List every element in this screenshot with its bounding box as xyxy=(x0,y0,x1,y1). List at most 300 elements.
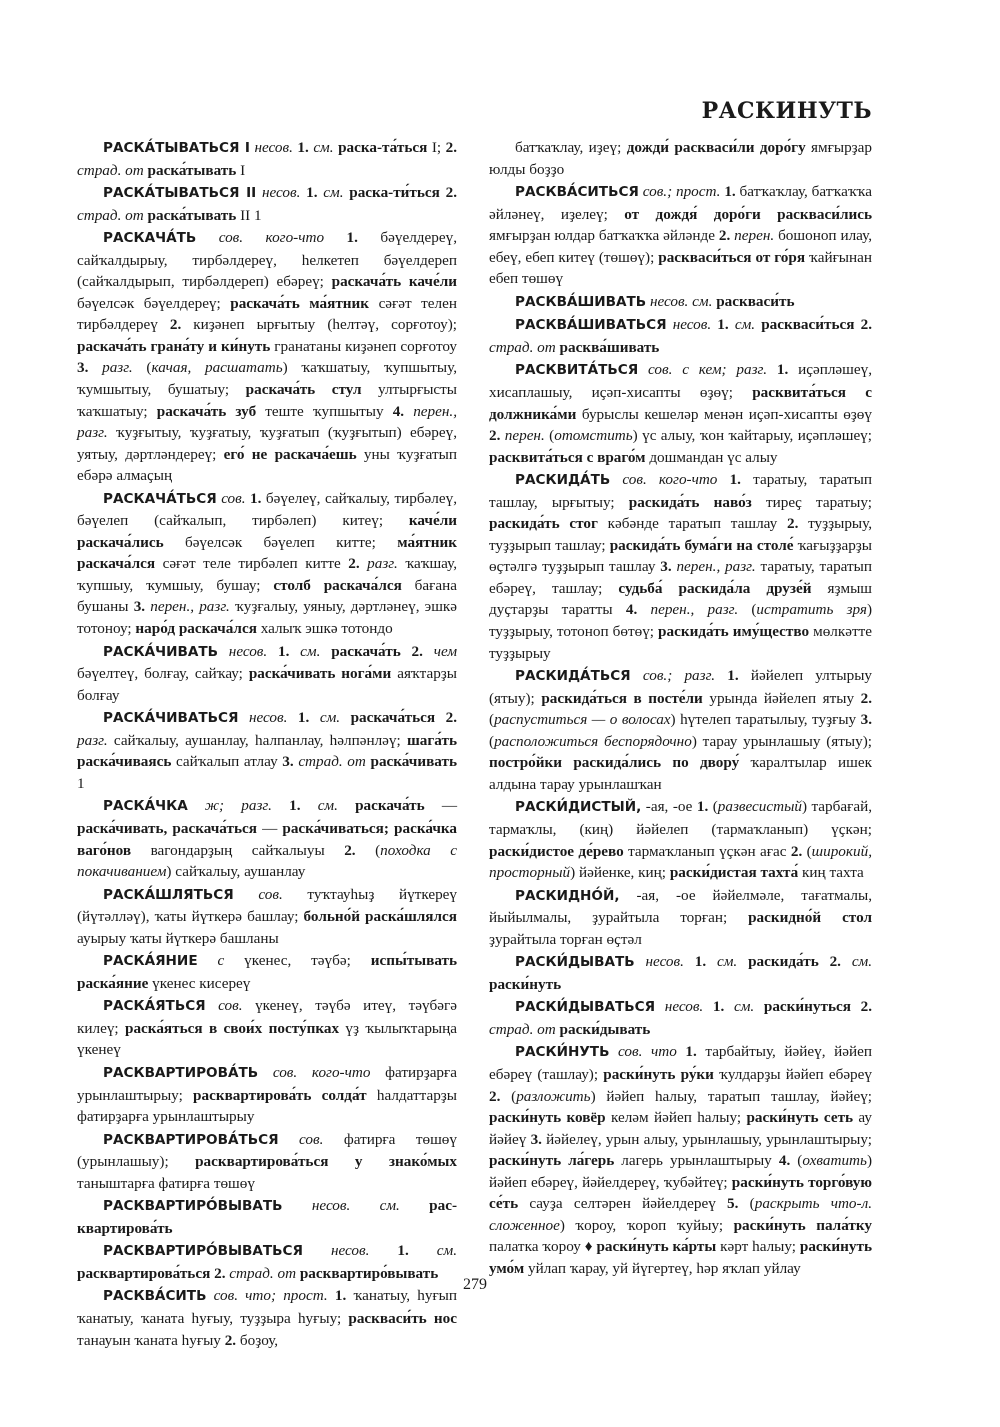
entry-text: раскрыть что-л. сложенное xyxy=(489,1195,873,1234)
entry-headword: РАСКА́ЧИВАТЬ xyxy=(103,643,218,660)
entry-text: несов. xyxy=(254,139,293,156)
entry-text: см. xyxy=(317,797,338,815)
entry-text: 2. xyxy=(489,427,501,445)
dictionary-entry xyxy=(489,885,872,951)
entry-text: сайҡалып атлау xyxy=(171,753,283,771)
entry-text: раскача́ть грана́ту и ки́нуть xyxy=(77,337,271,355)
entry-text: ( xyxy=(355,841,381,859)
entry-text: шага́ть раска́чиваясь xyxy=(77,731,457,771)
entry-text: 4. xyxy=(625,601,638,619)
entry-text: 2. xyxy=(348,555,360,573)
entry-text: раски́нуться xyxy=(763,998,851,1016)
entry-text: кәрт һалыу; xyxy=(716,1238,800,1256)
entry-text: раскваси́ться xyxy=(761,316,855,334)
entry-text: уйлап ҡарау, уй йүгертеү, һәр яҡлап уйлау xyxy=(524,1259,801,1277)
entry-text: раска́чивать нога́ми xyxy=(248,665,392,683)
entry-text: раскача́ть xyxy=(331,642,401,660)
entry-text: 1. xyxy=(717,471,741,489)
entry-text: һалдаттарҙы фатирҙарға урынлаштырыу xyxy=(77,1086,457,1126)
entry-text xyxy=(196,229,218,246)
entry-headword: РАСКА́ЧКА xyxy=(103,798,188,815)
entry-text: ауырыу ҡаты йүткерә башланы xyxy=(77,929,279,947)
entry-text xyxy=(851,998,861,1015)
dictionary-entry xyxy=(77,1129,457,1195)
entry-text: раскача́ть каче́ли xyxy=(331,273,457,291)
entry-text: сов. что; прост. xyxy=(213,1287,328,1305)
dictionary-entry xyxy=(77,950,457,994)
entry-text: батҡаҡлау, иҙеү; xyxy=(515,139,627,156)
entry-text: лагерь урынлаштырыу xyxy=(614,1152,779,1170)
entry-text: отомстить xyxy=(554,427,633,445)
entry-text: страд. от xyxy=(489,338,556,356)
entry-text: йәйелеү, урын алыу, урынлашыу, урынлаштырыу; xyxy=(541,1130,872,1148)
entry-text: 2. xyxy=(445,139,458,156)
entry-text: урында йәйелеп ятыу xyxy=(702,689,861,707)
entry-text: несов. xyxy=(261,184,301,202)
entry-text: үкенес, тәүбә; xyxy=(224,952,371,970)
entry-text: сауҙа селтәрен йәйелдереү xyxy=(518,1195,728,1213)
entry-text: ямғырҙар юлды боҙҙо xyxy=(489,139,872,178)
entry-headword: РАСКВАРТИРОВА́ТЬ xyxy=(103,1064,259,1081)
entry-text: рас-квартирова́ть xyxy=(77,1197,458,1237)
entry-text: 1. xyxy=(327,1287,347,1305)
entry-text: ( xyxy=(132,359,152,377)
entry-text: раскача́ть xyxy=(355,797,425,815)
entry-text: больно́й раска́шлялся xyxy=(303,908,457,926)
entry-text: — xyxy=(256,819,283,837)
entry-text: раски́нуть умо́м xyxy=(489,1238,872,1277)
entry-text: наро́д раскача́лся xyxy=(135,620,257,638)
entry-text: 1. xyxy=(715,667,739,685)
entry-text: 5. xyxy=(727,1195,739,1213)
entry-text: раски́дистая тахта́ xyxy=(669,864,799,882)
entry-text: раска́чивать xyxy=(370,753,457,771)
entry-text: от дождя́ доро́ги раскваси́лись xyxy=(624,205,872,223)
entry-text: см. xyxy=(319,709,341,727)
entry-text: ) йәйеп һалыу, таратып ташлау, йәйеү; xyxy=(590,1087,873,1105)
entry-text: ) йәйеп ебәреү, йәйелдереү, ҡубәйтеү; xyxy=(489,1152,872,1191)
entry-text: раска́чивать, раскача́ться xyxy=(77,819,257,837)
entry-text: ултырғысты ҡаҡшатыу; xyxy=(77,381,457,420)
entry-text: разг. xyxy=(77,731,108,749)
entry-text: үкенеү, тәүбә итеү, тәүбәгә килеү; xyxy=(77,997,457,1037)
entry-text: ) ҡороу, ҡороп ҡуйыу; xyxy=(559,1216,734,1234)
entry-text: 1. xyxy=(720,183,736,201)
entry-text: ҡаҡшау, ҡупшыу, ҡумшыу, бушау; xyxy=(77,555,458,594)
entry-text: его́ не раскача́ешь xyxy=(223,445,357,463)
entry-text: расквита́ться с враго́м xyxy=(489,448,646,466)
entry-text: см. xyxy=(851,953,873,971)
right-column xyxy=(489,137,872,1280)
entry-text: кәбәнде таратып ташлау xyxy=(597,515,787,533)
entry-text: расквартиро́вывать xyxy=(299,1264,439,1282)
entry-text: истратить зря xyxy=(756,601,867,619)
entry-text: ямғырҙан юлдар батҡаҡҡа әйләнде xyxy=(489,227,719,245)
entry-text: ( xyxy=(802,842,812,860)
entry-text: ) йәйенке, киң; xyxy=(570,864,670,882)
dictionary-entry xyxy=(77,1062,457,1128)
entry-text: сов. xyxy=(299,1130,324,1148)
entry-text xyxy=(283,1197,312,1214)
entry-text: ( xyxy=(738,1195,755,1213)
entry-text: киң тахта xyxy=(798,864,864,882)
entry-text: I; xyxy=(427,139,446,156)
entry-text xyxy=(206,997,219,1014)
dictionary-entry xyxy=(489,314,872,358)
entry-text xyxy=(400,1197,429,1214)
entry-text: раскида́ть стог xyxy=(489,515,598,533)
entry-text: судьба́ раскида́ла друзе́й xyxy=(618,579,812,597)
entry-text: чем xyxy=(433,642,458,660)
entry-text: 2. xyxy=(829,953,841,971)
entry-text: сов. xyxy=(258,885,283,903)
entry-text: 1. xyxy=(267,642,301,660)
dictionary-entry xyxy=(77,137,457,181)
dictionary-entry xyxy=(77,1285,457,1351)
entry-text xyxy=(637,601,650,618)
entry-text xyxy=(340,709,351,726)
entry-text: широкий, просторный xyxy=(489,842,872,882)
entry-text xyxy=(258,1064,273,1081)
entry-headword: РАСКА́ЯНИЕ xyxy=(103,953,198,970)
entry-text xyxy=(655,998,665,1015)
entry-text xyxy=(435,709,446,726)
entry-text: ) һүтелеп таратылыу, туҙғыу xyxy=(670,711,861,729)
entry-text xyxy=(238,709,249,726)
entry-text: ҡағыҙҙарҙы өҫтәлгә туҙҙырып ташлау xyxy=(489,536,873,576)
entry-text xyxy=(609,1043,618,1060)
entry-text: ҡуҙғытыу, ҡуҙғатыу, ҡуҙғатып (ҡуҙғытып) ебәреү, уятыу, дәртләндереү; xyxy=(77,424,457,463)
entry-text: раскида́ть наво́з xyxy=(628,493,752,511)
entry-text: тиреҫ таратыу; xyxy=(751,493,872,511)
entry-text: раскида́ться в посте́ли xyxy=(541,689,703,707)
entry-text: см. xyxy=(300,642,321,660)
entry-text: 1. xyxy=(271,797,318,815)
entry-text: 1. xyxy=(292,139,314,156)
entry-text: столб раскача́лся xyxy=(273,576,402,594)
entry-text: 3. xyxy=(860,711,872,729)
entry-text xyxy=(279,1131,299,1148)
entry-text: ҡаралтылар ишек алдына тарау урынлашҡан xyxy=(489,754,872,793)
entry-text: раски́нуть ла́герь xyxy=(489,1152,615,1170)
entry-text: иҫәпләшеү, хисаплашыу, иҫәп-хисапты өҙөү; xyxy=(489,361,872,402)
entry-text xyxy=(188,797,205,814)
entry-text: 1. xyxy=(245,489,262,507)
entry-text: раска́чиваться; раска́чка ваго́нов xyxy=(77,819,458,859)
entry-headword: РАСКВА́СИТЬ xyxy=(103,1288,207,1305)
entry-text: несов. xyxy=(672,316,712,334)
entry-text: 1. xyxy=(703,998,734,1016)
entry-text: несов. xyxy=(228,642,268,660)
entry-text: сов.; прост. xyxy=(642,183,721,201)
dictionary-entry xyxy=(77,707,457,794)
entry-text: испы́тывать раска́яние xyxy=(77,952,458,992)
entry-text: II 1 xyxy=(236,206,262,224)
entry-text: келәм йәйеп һалыу; xyxy=(605,1109,747,1127)
entry-text: раски́нуть xyxy=(489,975,562,993)
entry-text: раскача́ть стул xyxy=(245,381,362,399)
entry-text: ( xyxy=(544,427,555,445)
entry-text: 1 xyxy=(77,774,85,792)
entry-text: ҡанатыу, һуғып ҡанатыу, ҡаната һуғыу, туҙҙыра һуғыу; xyxy=(77,1287,458,1327)
entry-text: раски́нуть ка́рты xyxy=(596,1238,717,1256)
entry-text: 2. xyxy=(860,316,873,334)
entry-text: сов. кого-что xyxy=(622,471,718,489)
entry-text: раски́нуть ру́ки xyxy=(603,1065,714,1083)
entry-headword: РАСКИДА́ТЬ xyxy=(515,472,611,489)
entry-headword: РАСКИДА́ТЬСЯ xyxy=(515,668,631,685)
entry-text: охватить xyxy=(802,1152,867,1170)
entry-text xyxy=(737,953,748,970)
entry-text: бәүелдереү, сайҡалдырыу, тирбәлдереү, һелкетеп бәүелдереп (сайҡалдырып, тирбәлдереп) ебәреү; xyxy=(77,229,457,291)
entry-headword: РАСКА́ТЫВАТЬСЯ II xyxy=(103,185,257,202)
entry-text: разг. xyxy=(367,555,398,573)
entry-text: ж; разг. xyxy=(204,797,272,815)
entry-text: сов. кого-что xyxy=(218,229,325,247)
entry-text: 1. xyxy=(683,953,717,971)
entry-text: — xyxy=(424,797,458,815)
entry-text: таныштарға фатирға төшөү xyxy=(77,1174,255,1192)
entry-text: ) үс алыу, ҡон ҡайтарыу, иҫәпләшеү; xyxy=(632,427,872,445)
entry-text: ( xyxy=(489,732,495,750)
entry-text: раскача́ться xyxy=(350,709,436,727)
entry-text: ( xyxy=(738,601,757,619)
entry-text: уны ҡуҙғатып ебәрә алмаҫың xyxy=(77,445,457,485)
entry-text xyxy=(635,953,646,970)
entry-text: вагондарҙың сайҡалыуы xyxy=(131,841,345,859)
entry-text: 3. xyxy=(133,598,146,616)
entry-text: ( xyxy=(708,798,718,816)
entry-text: раски́дывать xyxy=(559,1020,651,1038)
entry-text xyxy=(423,643,434,660)
entry-text: 1. xyxy=(369,1242,437,1260)
entry-text xyxy=(218,643,229,660)
entry-text: бошоноп илау, ебеү, ебеп китеү (төшөү); xyxy=(489,227,872,266)
dictionary-entry xyxy=(77,995,457,1061)
entry-headword: РАСКИ́ДЫВАТЬ xyxy=(515,954,635,971)
entry-text: 2. xyxy=(489,1087,501,1105)
entry-text: 1. xyxy=(287,709,320,727)
entry-text xyxy=(198,952,218,969)
entry-text: 3. xyxy=(530,1130,542,1148)
entry-text: 2. xyxy=(169,316,182,334)
entry-text: несов. xyxy=(645,953,684,971)
entry-text: 2. xyxy=(860,998,873,1016)
entry-text: таратыу, таратып ташлау, ырғытыу; xyxy=(489,471,872,511)
entry-text: ) тарбағай, тармаҡлы, (киң) йәйелеп (тармаҡланып) үҫкән; xyxy=(489,798,872,838)
entry-text: үҙ ҡылыҡтарыңа үкенеү xyxy=(77,1019,457,1059)
entry-headword: РАСКВИТА́ТЬСЯ xyxy=(515,362,639,379)
entry-text: перен. xyxy=(734,227,775,245)
entry-text: -ая, -ое йәйелмәле, тағатмалы, йыйылмалы, ҙурайтыла торған; xyxy=(489,886,872,927)
entry-text: киҙәнеп ырғытыу (һелтәү, сорғотоу); xyxy=(181,316,457,334)
entry-text: раска́тывать xyxy=(147,206,237,224)
entry-headword: РАСКА́ЯТЬСЯ xyxy=(103,998,206,1015)
entry-text: халыҡ эшкә тотондо xyxy=(256,620,393,638)
entry-text: ҡайғынан ебеп төшөү xyxy=(489,248,872,288)
entry-headword: РАСКВА́СИТЬСЯ xyxy=(515,184,639,201)
entry-text: перен., разг. xyxy=(650,601,739,619)
entry-headword: РАСКА́ШЛЯТЬСЯ xyxy=(103,886,234,903)
entry-text: перен. xyxy=(504,427,545,445)
entry-text: раскида́ть бума́ги на столе́ xyxy=(609,536,794,554)
dictionary-entry xyxy=(489,665,872,795)
entry-text: 1. xyxy=(711,316,735,334)
entry-text xyxy=(754,998,764,1015)
dictionary-entry xyxy=(489,291,872,314)
entry-headword: РАСКА́ЧИВАТЬСЯ xyxy=(103,710,239,727)
page-number: 279 xyxy=(463,1276,487,1293)
entry-headword: РАСКИ́НУТЬ xyxy=(515,1044,610,1061)
entry-text: бағана бушаны xyxy=(77,576,457,616)
entry-text: сов. xyxy=(218,997,243,1015)
entry-text xyxy=(401,643,412,660)
entry-text: 3. xyxy=(282,753,294,771)
entry-text: раска́тывать xyxy=(147,161,237,179)
entry-text: ау йәйеү xyxy=(489,1109,872,1148)
entry-text: гранатаны киҙәнеп сорғотоу xyxy=(270,337,457,355)
entry-text: бәүелсәк бәүелеп китте; xyxy=(163,533,398,551)
entry-text: сов. с кем; разг. xyxy=(648,361,768,379)
entry-text: бәүелсәк бәүелдереү; xyxy=(77,294,231,312)
entry-text: расквартирова́ть солда́т xyxy=(193,1086,367,1104)
entry-text: 2. xyxy=(445,184,458,202)
entry-text: ( xyxy=(500,1087,517,1105)
entry-text: несов. xyxy=(664,998,704,1016)
entry-text: постро́йки раскида́лись по двору́ xyxy=(489,754,740,772)
entry-text: см. xyxy=(323,184,344,202)
entry-text xyxy=(88,359,102,376)
entry-text: 2. xyxy=(445,709,458,727)
entry-headword: РАСКА́ТЫВАТЬСЯ I xyxy=(103,140,250,156)
entry-text: раскида́ть xyxy=(748,953,819,971)
entry-text: сәғәт теле тирбәлеп китте xyxy=(155,555,349,573)
entry-text: ) ҡаҡшатыу, ҡупшытыу, ҡумшытыу, бушатыу; xyxy=(77,359,457,399)
entry-text: 2. xyxy=(411,642,423,660)
entry-text: ) тарау урынлашыу (ятыу); xyxy=(691,732,872,750)
entry-headword: РАСКАЧА́ТЬ xyxy=(103,230,197,247)
entry-text: расположиться беспорядочно xyxy=(494,732,692,750)
entry-text: -ая, -ое xyxy=(641,798,697,816)
left-column xyxy=(77,137,457,1352)
entry-text: туҙҙырыу, туҙҙырып ташлау; xyxy=(489,515,873,554)
entry-text: палатка ҡороу ♦ xyxy=(489,1238,597,1256)
entry-text xyxy=(338,797,355,814)
entry-text: походка с покачиванием xyxy=(77,841,457,881)
entry-text: расквартирова́ться xyxy=(77,1264,211,1282)
entry-text: 4. xyxy=(392,402,405,420)
entry-text: бәүелеү, сайҡалыу, тирбәлеү, бәүелеп (сайҡалып, тирбәлеп) китеү; xyxy=(77,489,457,530)
entry-text: раски́нуть торго́вую се́ть xyxy=(489,1173,872,1213)
entry-text xyxy=(638,361,648,378)
entry-text: распуститься — о волосах xyxy=(494,711,671,729)
entry-text: туҡтауһыҙ йүткереү (йүтәлләү), ҡаты йүткерә башлау; xyxy=(77,885,457,926)
entry-text: 1. xyxy=(324,229,358,247)
entry-headword: РАСКВА́ШИВАТЬСЯ xyxy=(515,317,667,334)
entry-text: см. xyxy=(436,1242,457,1260)
entry-text: расква́шивать xyxy=(559,338,660,356)
entry-text: см. xyxy=(313,139,334,156)
entry-text: ) сайҡалыу, аушанлау xyxy=(166,863,306,881)
entry-text: 2. xyxy=(344,841,356,859)
entry-headword: РАСКИДНО́Й, xyxy=(515,887,620,904)
entry-headword: РАСКВА́ШИВАТЬ xyxy=(515,293,647,310)
entry-text: раскида́ть иму́щество xyxy=(658,623,810,641)
entry-text: раски́нуть сеть xyxy=(746,1109,854,1127)
entry-text: несов. см. xyxy=(649,292,713,310)
entry-text: танауын ҡаната һуғыу xyxy=(77,1331,225,1349)
entry-text: см. xyxy=(716,953,738,971)
entry-text: 2. xyxy=(860,689,872,707)
entry-text: 2. xyxy=(214,1264,226,1282)
entry-text: ( xyxy=(790,1152,803,1170)
dictionary-entry xyxy=(77,795,457,882)
entry-text: 1. xyxy=(300,184,324,202)
entry-text: раскваси́ть нос xyxy=(348,1309,457,1327)
dictionary-entry xyxy=(77,641,457,707)
entry-text xyxy=(631,667,643,684)
entry-text xyxy=(819,953,830,970)
entry-text: раски́нуть пала́тку xyxy=(733,1216,872,1234)
entry-text: ҡуҙғалыу, уяныу, дәртләнеү, эшкә тотоноу; xyxy=(77,598,458,638)
entry-text: страд. от xyxy=(489,1020,556,1038)
entry-text: йәйелеп ултырыу (ятыу); xyxy=(489,667,872,707)
entry-text: дошмандан үс алыу xyxy=(645,448,778,466)
entry-text: 3. xyxy=(77,359,89,377)
entry-text: разг. xyxy=(102,359,133,377)
dictionary-entry xyxy=(489,1041,872,1279)
entry-text: раска́яться в свои́х посту́пках xyxy=(125,1019,340,1037)
entry-text: несов. xyxy=(330,1242,370,1260)
dictionary-entry xyxy=(489,951,872,995)
entry-text: мөлкәтте туҙҙырыу xyxy=(489,623,872,662)
entry-text xyxy=(320,643,331,660)
dictionary-entry xyxy=(489,181,872,290)
entry-text: фатирҙарға урынлаштырыу; xyxy=(77,1063,457,1104)
entry-text xyxy=(610,471,622,488)
entry-text: раски́дистое де́рево xyxy=(489,842,624,860)
entry-text: 3. xyxy=(660,558,672,576)
entry-text: разложить xyxy=(516,1087,591,1105)
entry-text: несов. xyxy=(248,709,288,727)
entry-text: см. xyxy=(733,998,755,1016)
entry-text: 2. xyxy=(224,1331,237,1349)
entry-headword: РАСКВАРТИРО́ВЫВАТЬ xyxy=(103,1198,283,1215)
entry-text: 2. xyxy=(790,842,803,860)
entry-text: страд. от xyxy=(298,753,366,771)
entry-text: ) туҙҙырыу, тотоноп бөтөү; xyxy=(489,601,873,641)
entry-text: I xyxy=(236,161,246,179)
entry-text: см. xyxy=(734,316,756,334)
entry-text: ( xyxy=(489,711,495,729)
entry-text: ма́ятник раскача́лся xyxy=(77,533,457,573)
entry-headword: РАСКИ́ДЫВАТЬСЯ xyxy=(515,999,656,1016)
entry-text: перен., разг. xyxy=(77,402,457,442)
entry-text: расквита́ться с должника́ми xyxy=(489,384,873,423)
entry-headword: РАСКВАРТИРО́ВЫВАТЬСЯ xyxy=(103,1243,303,1260)
entry-text: раскидно́й стол xyxy=(748,909,872,927)
entry-text: теште ҡупшытыу xyxy=(256,402,393,420)
entry-text xyxy=(234,886,259,903)
entry-text: ҡулдарҙы йәйеп ебәреү xyxy=(713,1065,872,1083)
entry-text: раскваси́ть xyxy=(716,292,795,310)
entry-text: сов. xyxy=(221,489,246,507)
dictionary-entry xyxy=(489,359,872,468)
entry-text: батҡаҡлау, батҡаҡҡа әйләнеү, иҙелеү; xyxy=(489,183,872,223)
entry-headword: РАСКИ́ДИСТЫЙ, xyxy=(515,799,642,816)
running-head: РАСКИНУТЬ xyxy=(701,98,872,124)
dictionary-entry xyxy=(489,796,872,883)
